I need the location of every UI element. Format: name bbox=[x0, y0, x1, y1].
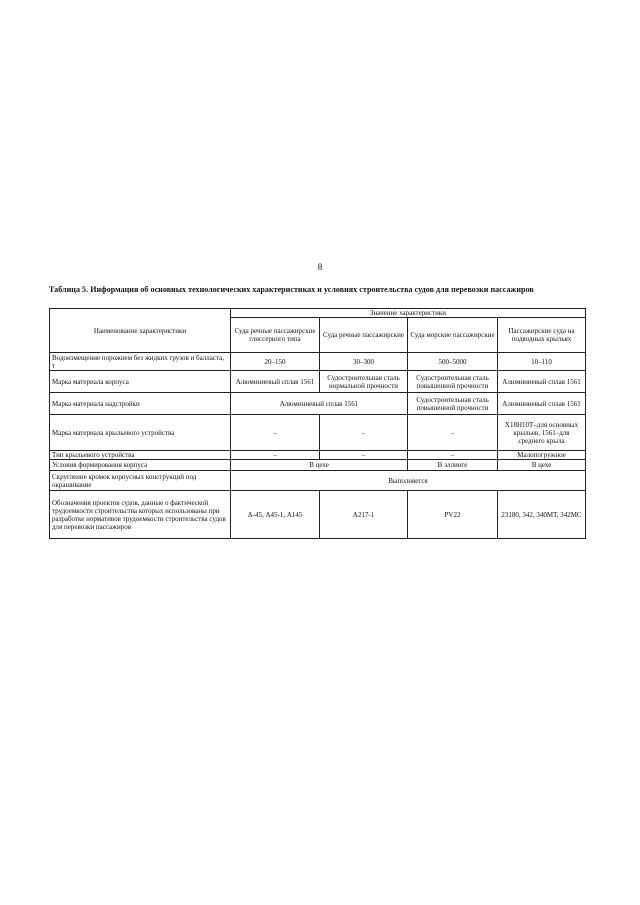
table-cell: 10–110 bbox=[498, 353, 586, 371]
row-label-superstructure-material: Марка материала надстройки bbox=[50, 393, 231, 415]
table-cell-merged: Алюминиевый сплав 1561 bbox=[231, 393, 408, 415]
row-label-hull-forming: Условия формирования корпуса bbox=[50, 460, 231, 471]
table-cell: Судостроительная сталь повышенной прочности bbox=[408, 371, 498, 393]
table-row bbox=[50, 471, 586, 491]
name-column-header: Наименование характеристики bbox=[50, 309, 231, 353]
table-row bbox=[50, 460, 586, 471]
table-row bbox=[50, 415, 586, 451]
table-cell: В эллинге bbox=[408, 460, 498, 471]
characteristics-table bbox=[49, 308, 586, 539]
row-label-hull-material: Марка материала корпуса bbox=[50, 371, 231, 393]
table-cell: – bbox=[231, 451, 320, 460]
row-label-edge-rounding: Скругление кромок корпусных конструкций под окрашивание bbox=[50, 471, 231, 491]
table-cell: – bbox=[320, 451, 408, 460]
table-cell: 23180, 342, 340МТ, 342МС bbox=[498, 491, 586, 539]
table-cell-merged: В цехе bbox=[231, 460, 408, 471]
column-header-river-planing: Суда речные пассажирские глиссерного типа bbox=[231, 318, 320, 353]
table-row bbox=[50, 371, 586, 393]
table-cell: Алюминиевый сплав 1561 bbox=[498, 393, 586, 415]
table-caption: Таблица 5. Информация об основных технологических характеристиках и условиях строительства судов для перевозки пассажиров bbox=[49, 285, 534, 294]
row-label-wing-type: Тип крыльевого устройства bbox=[50, 451, 231, 460]
table-cell: – bbox=[408, 451, 498, 460]
table-cell: Малопогружное bbox=[498, 451, 586, 460]
table-cell: – bbox=[320, 415, 408, 451]
table-cell: Алюминиевый сплав 1561 bbox=[231, 371, 320, 393]
value-group-header: Значение характеристики bbox=[231, 309, 586, 318]
table-row bbox=[50, 393, 586, 415]
table-row bbox=[50, 491, 586, 539]
table-row bbox=[50, 451, 586, 460]
row-label-displacement: Водоизмещение порожнем без жидких грузов и балласта, т bbox=[50, 353, 231, 371]
table-cell: 20–150 bbox=[231, 353, 320, 371]
table-cell: Судостроительная сталь повышенной прочности bbox=[408, 393, 498, 415]
column-header-sea: Суда морские пассажирские bbox=[408, 318, 498, 353]
table-cell: PV22 bbox=[408, 491, 498, 539]
table-cell: А-45, А45-1, А145 bbox=[231, 491, 320, 539]
page-number: 8 bbox=[317, 262, 323, 272]
table-cell: – bbox=[408, 415, 498, 451]
table-cell: В цехе bbox=[498, 460, 586, 471]
table-cell: 500–5000 bbox=[408, 353, 498, 371]
table-cell: Алюминиевый сплав 1561 bbox=[498, 371, 586, 393]
column-header-hydrofoil: Пассажирские суда на подводных крыльях bbox=[498, 318, 586, 353]
table-cell: Судостроительная сталь нормальной прочности bbox=[320, 371, 408, 393]
row-label-wing-material: Марка материала крыльевого устройства bbox=[50, 415, 231, 451]
table-cell: Х18Н10Т–для основных крыльев, 1561–для среднего крыла bbox=[498, 415, 586, 451]
table-cell: 30–300 bbox=[320, 353, 408, 371]
table-cell: – bbox=[231, 415, 320, 451]
row-label-projects: Обозначения проектов судов, данные о фактической трудоемкости строительства которых использованы при разработке нормативов трудоемкости строительства судов для перевозки пассажиров bbox=[50, 491, 231, 539]
column-header-river: Суда речные пассажирские bbox=[320, 318, 408, 353]
table-row bbox=[50, 353, 586, 371]
table-cell: А217-1 bbox=[320, 491, 408, 539]
table-cell-merged: Выполняется bbox=[231, 471, 586, 491]
